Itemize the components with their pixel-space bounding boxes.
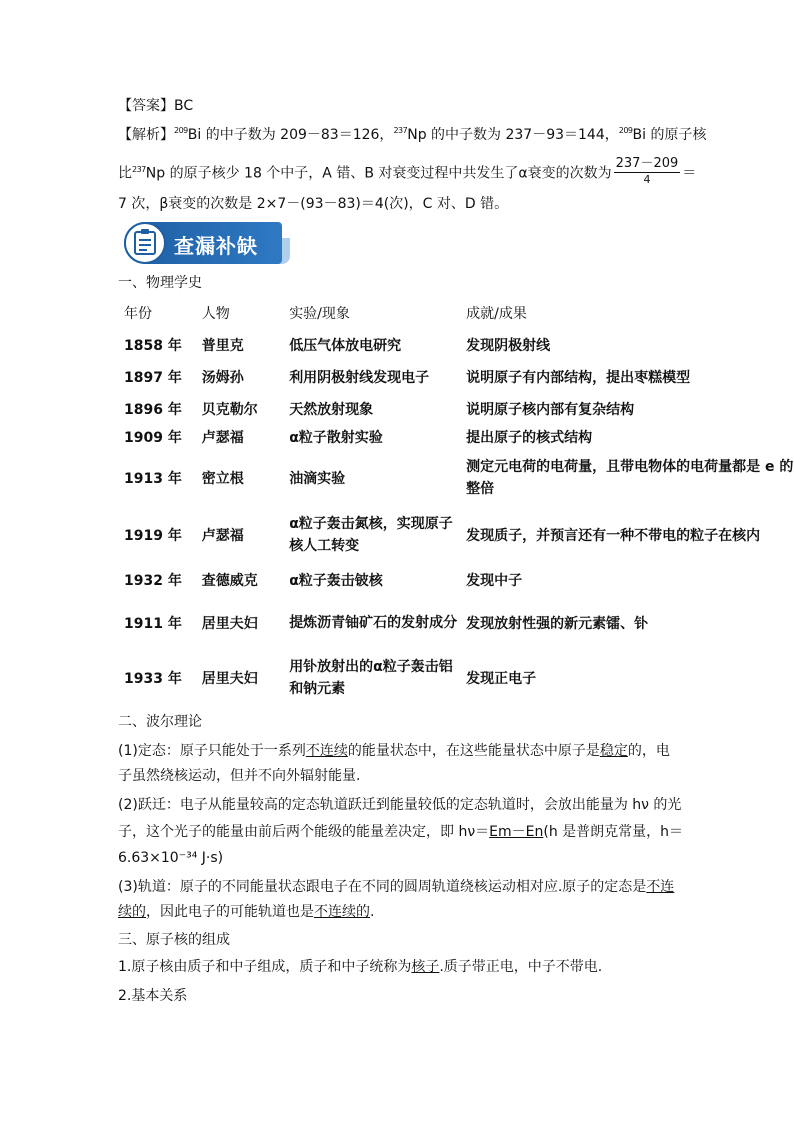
fraction bbox=[614, 156, 681, 187]
cell-experiment: 油滴实验 bbox=[289, 471, 346, 487]
table-row bbox=[118, 650, 794, 706]
cell-year: 1913 年 bbox=[124, 471, 182, 487]
cell-experiment: α粒子轰击氮核，实现原子核人工转变 bbox=[289, 516, 453, 554]
bi-mass-number: 209 bbox=[174, 126, 188, 135]
analysis-text: ＝ bbox=[682, 165, 697, 182]
bohr-text: 的，电 bbox=[627, 743, 670, 759]
cell-experiment: α粒子散射实验 bbox=[289, 430, 383, 446]
cell-person: 密立根 bbox=[201, 471, 244, 487]
cell-year: 1911 年 bbox=[124, 616, 182, 632]
header-result: 成就/成果 bbox=[466, 306, 527, 322]
bohr-text: (h 是普朗克常量，h＝ bbox=[543, 824, 684, 840]
cell-result: 发现质子，并预言还有一种不带电的粒子在核内 bbox=[466, 528, 761, 544]
answer-label: 【答案】 bbox=[118, 98, 174, 114]
fraction-denominator: 4 bbox=[643, 173, 651, 186]
nucleus-p1 bbox=[118, 957, 602, 977]
bohr-p2-line1: (2)跃迁：电子从能量较高的定态轨道跃迁到能量较低的定态轨道时，会放出能量为 hν 的光 bbox=[118, 797, 682, 813]
table-row bbox=[118, 564, 794, 596]
answer-value: BC bbox=[174, 98, 194, 114]
cell-person: 贝克勒尔 bbox=[201, 401, 258, 418]
bi-mass-number: 209 bbox=[618, 126, 633, 135]
bohr-text: (3)轨道：原子的不同能量状态跟电子在不同的圆周轨道绕核运动相对应.原子的定态是 bbox=[118, 879, 647, 895]
analysis-text: Np 的中子数为 237－93＝144， bbox=[407, 127, 619, 143]
bohr-p3-line1 bbox=[118, 877, 674, 897]
table-row bbox=[118, 361, 794, 393]
cell-result: 发现阴极射线 bbox=[466, 337, 551, 354]
bohr-text: (1)定态：原子只能处于一系列 bbox=[118, 743, 306, 759]
table-row bbox=[118, 328, 794, 361]
bohr-text: 子，这个光子的能量由前后两个能级的能量差决定，即 hν＝ bbox=[118, 824, 490, 840]
cell-experiment: 提炼沥青铀矿石的发射成分 bbox=[289, 615, 458, 631]
cell-year: 1896 年 bbox=[124, 401, 182, 418]
np-mass-number: 237 bbox=[393, 126, 408, 135]
cell-result: 说明原子有内部结构，提出枣糕模型 bbox=[466, 370, 691, 386]
cell-result: 说明原子核内部有复杂结构 bbox=[466, 401, 635, 418]
table-header-row bbox=[118, 298, 794, 328]
bohr-p1-line2: 子虽然绕核运动，但并不向外辐射能量. bbox=[118, 768, 361, 784]
table-row bbox=[118, 596, 794, 650]
np-mass-number: 237 bbox=[132, 164, 146, 174]
analysis-line-1 bbox=[118, 125, 706, 147]
bohr-key-term: 不连 bbox=[646, 879, 675, 895]
analysis-label: 【解析】 bbox=[118, 127, 174, 143]
analysis-text: Bi 的原子核 bbox=[632, 127, 707, 143]
cell-year: 1919 年 bbox=[124, 528, 182, 544]
analysis-line-2 bbox=[118, 158, 696, 189]
section-heading-bohr: 二、波尔理论 bbox=[118, 714, 202, 730]
table-row bbox=[118, 506, 794, 564]
nucleus-text: .质子带正电，中子不带电. bbox=[439, 959, 603, 975]
nucleus-p2: 2.基本关系 bbox=[118, 988, 188, 1004]
cell-year: 1932 年 bbox=[124, 573, 182, 589]
fraction-numerator: 237－209 bbox=[615, 156, 679, 171]
table-row bbox=[118, 450, 794, 506]
analysis-text: Np 的原子核少 18 个中子，A 错、B 对衰变过程中共发生了α衰变的次数为 bbox=[145, 165, 612, 182]
header-year: 年份 bbox=[124, 306, 152, 322]
cell-person: 居里夫妇 bbox=[201, 616, 258, 632]
cell-result: 测定元电荷的电荷量，且带电物体的电荷量都是 e 的整倍 bbox=[466, 459, 794, 497]
cell-experiment: 低压气体放电研究 bbox=[289, 337, 402, 354]
bohr-key-term: 不连续的 bbox=[314, 904, 370, 920]
header-experiment: 实验/现象 bbox=[289, 306, 350, 322]
bohr-text: . bbox=[370, 904, 375, 920]
cell-experiment: 用钋放射出的α粒子轰击铝和钠元素 bbox=[289, 659, 453, 697]
bohr-p2-line2 bbox=[118, 822, 683, 842]
cell-person: 汤姆孙 bbox=[201, 370, 244, 386]
nucleus-key-term: 核子 bbox=[411, 959, 440, 975]
cell-result: 发现放射性强的新元素镭、钋 bbox=[466, 616, 649, 632]
cell-person: 卢瑟福 bbox=[201, 528, 244, 544]
cell-year: 1858 年 bbox=[124, 337, 182, 354]
cell-year: 1897 年 bbox=[124, 370, 182, 386]
banner-title: 查漏补缺 bbox=[174, 234, 258, 258]
bohr-key-term: 不连续 bbox=[305, 743, 348, 759]
bohr-formula: Em－En bbox=[489, 824, 544, 840]
cell-person: 查德威克 bbox=[201, 573, 258, 589]
cell-person: 卢瑟福 bbox=[201, 430, 244, 446]
cell-result: 发现中子 bbox=[466, 573, 523, 589]
clipboard-icon bbox=[132, 228, 158, 256]
bohr-p2-line3: 6.63×10⁻³⁴ J·s) bbox=[118, 850, 224, 866]
section-heading-nucleus: 三、原子核的组成 bbox=[118, 932, 230, 948]
cell-year: 1909 年 bbox=[124, 430, 182, 446]
cell-experiment: 天然放射现象 bbox=[289, 401, 374, 418]
bohr-key-term: 稳定 bbox=[599, 743, 628, 759]
section-heading-history: 一、物理学史 bbox=[118, 275, 202, 291]
bohr-p1-line1 bbox=[118, 741, 670, 761]
bohr-key-term: 续的 bbox=[118, 904, 146, 920]
cell-person: 居里夫妇 bbox=[201, 671, 258, 687]
bohr-text: 的能量状态中，在这些能量状态中原子是 bbox=[347, 743, 600, 759]
cell-result: 发现正电子 bbox=[466, 671, 537, 687]
cell-year: 1933 年 bbox=[124, 671, 182, 687]
header-person: 人物 bbox=[201, 306, 230, 322]
bohr-text: ，因此电子的可能轨道也是 bbox=[146, 904, 314, 920]
nucleus-text: 1.原子核由质子和中子组成，质子和中子统称为 bbox=[118, 959, 412, 975]
physics-history-table bbox=[118, 298, 794, 706]
answer-line bbox=[118, 96, 193, 116]
cell-result: 提出原子的核式结构 bbox=[466, 430, 593, 446]
analysis-text: 比 bbox=[118, 165, 132, 182]
table-row bbox=[118, 393, 794, 424]
analysis-text: Bi 的中子数为 209－83＝126， bbox=[187, 127, 394, 143]
cell-person: 普里克 bbox=[201, 337, 244, 354]
cell-experiment: 利用阴极射线发现电子 bbox=[289, 370, 430, 386]
section-banner bbox=[124, 222, 282, 264]
cell-experiment: α粒子轰击铍核 bbox=[289, 573, 383, 589]
table-row bbox=[118, 424, 794, 450]
bohr-p3-line2 bbox=[118, 902, 374, 922]
analysis-line-3: 7 次，β衰变的次数是 2×7－(93－83)＝4(次)，C 对、D 错。 bbox=[118, 196, 509, 212]
